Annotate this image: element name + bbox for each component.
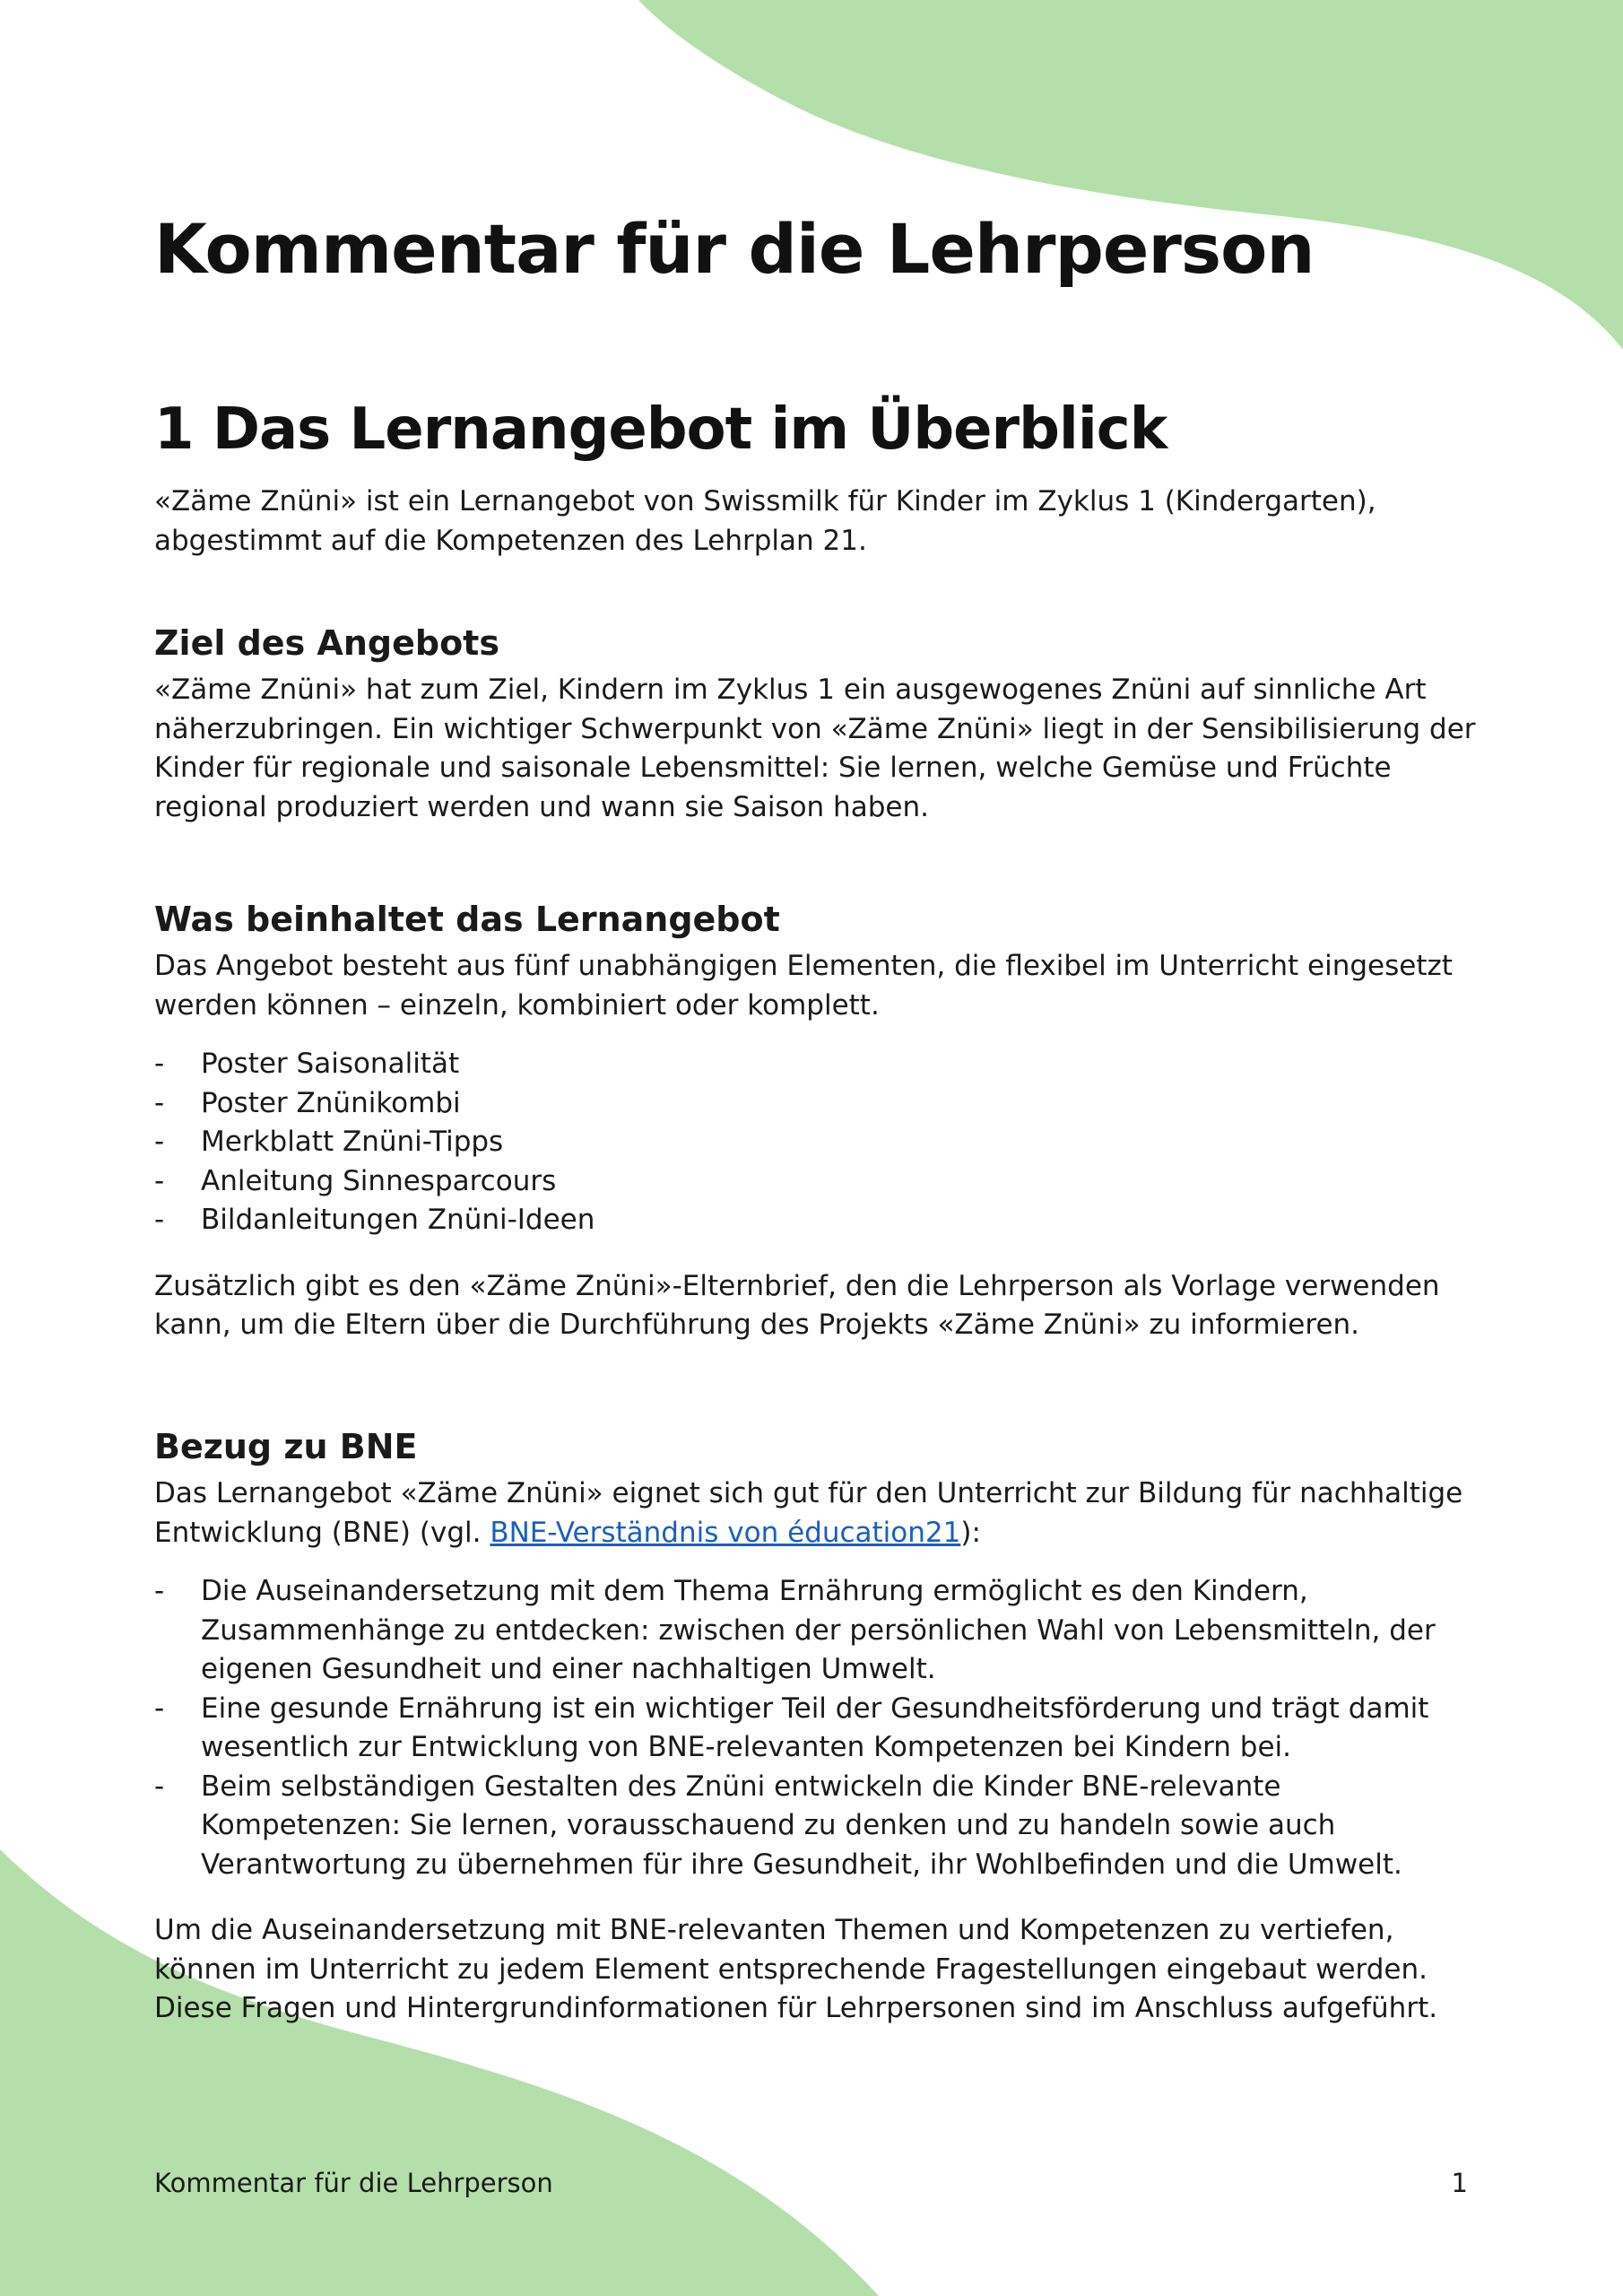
list-item: - Anleitung Sinnesparcours — [154, 1162, 1481, 1202]
dash-marker: - — [154, 1575, 165, 1607]
dash-marker: - — [154, 1770, 165, 1803]
contents-section — [154, 897, 1481, 1345]
bne-list — [154, 1572, 1481, 1884]
contents-paragraph: Das Angebot besteht aus fünf unabhängigen Elementen, die flexibel im Unterricht eingesetzt werden können – einzeln, kombiniert oder komplett. — [154, 950, 1453, 1022]
bne-reference-link[interactable]: BNE-Verständnis von éducation21 — [490, 1516, 961, 1549]
dash-marker: - — [154, 1204, 165, 1236]
footer-label: Kommentar für die Lehrperson — [154, 2168, 553, 2198]
list-item: - Beim selbständigen Gestalten des Znüni entwickeln die Kinder BNE-relevante Kompetenzen: Sie lernen, vorausschauend zu denken und zu handeln sowie auch Verantwortung zu übernehmen für ihre Gesundheit, ihr Wohlbefinden und die Umwelt. — [154, 1768, 1481, 1885]
intro-paragraph: «Zäme Znüni» ist ein Lernangebot von Swissmilk für Kinder im Zyklus 1 (Kindergarten), abgestimmt auf die Kompetenzen des Lehrplan 21. — [154, 485, 1376, 557]
goal-section — [154, 621, 1481, 827]
contents-list — [154, 1045, 1481, 1240]
list-item: - Merkblatt Znüni-Tipps — [154, 1123, 1481, 1162]
goal-heading: Ziel des Angebots — [154, 623, 499, 663]
dash-marker: - — [154, 1048, 165, 1080]
list-item: - Eine gesunde Ernährung ist ein wichtiger Teil der Gesundheitsförderung und trägt damit wesentlich zur Entwicklung von BNE-relevanten Kompetenzen bei Kindern bei. — [154, 1690, 1481, 1768]
page-title: Kommentar für die Lehrperson — [154, 209, 1315, 289]
bne-closing-paragraph: Um die Auseinandersetzung mit BNE-relevanten Themen und Kompetenzen zu vertiefen, können im Unterricht zu jedem Element entsprechende Fragestellungen eingebaut werden. Diese Fragen und Hintergrundinformationen für Lehrpersonen sind im Anschluss aufgeführt. — [154, 1914, 1438, 2024]
list-item: - Die Auseinandersetzung mit dem Thema Ernährung ermöglicht es den Kindern, Zusammenhänge zu entdecken: zwischen der persönlichen Wahl von Lebensmitteln, der eigenen Gesundheit und einer nachhaltigen Umwelt. — [154, 1572, 1481, 1690]
bne-paragraph: Das Lernangebot «Zäme Znüni» eignet sich gut für den Unterricht zur Bildung für nachhaltige Entwicklung (BNE) (vgl. BNE-Verständnis von éducation21): — [154, 1477, 1463, 1549]
goal-paragraph: «Zäme Znüni» hat zum Ziel, Kindern im Zyklus 1 ein ausgewogenes Znüni auf sinnliche Art näherzubringen. Ein wichtiger Schwerpunkt von «Zäme Znüni» liegt in der Sensibilisierung der Kinder für regionale und saisonale Lebensmittel: Sie lernen, welche Gemüse und Früchte regional produziert werden und wann sie Saison haben. — [154, 674, 1476, 823]
contents-heading: Was beinhaltet das Lernangebot — [154, 900, 780, 939]
section-heading: 1 Das Lernangebot im Überblick — [154, 396, 1167, 463]
dash-marker: - — [154, 1692, 165, 1725]
intro-block — [154, 483, 1481, 561]
dash-marker: - — [154, 1164, 165, 1197]
page-number: 1 — [1451, 2168, 1468, 2198]
bne-section — [154, 1424, 1481, 2029]
dash-marker: - — [154, 1126, 165, 1158]
list-item: - Bildanleitungen Znüni-Ideen — [154, 1201, 1481, 1240]
list-item: - Poster Znünikombi — [154, 1084, 1481, 1124]
bne-heading: Bezug zu BNE — [154, 1427, 418, 1466]
contents-extra-paragraph: Zusätzlich gibt es den «Zäme Znüni»-Elternbrief, den die Lehrperson als Vorlage verwenden kann, um die Eltern über die Durchführung des Projekts «Zäme Znüni» zu informieren. — [154, 1269, 1440, 1341]
dash-marker: - — [154, 1086, 165, 1119]
list-item: - Poster Saisonalität — [154, 1045, 1481, 1084]
